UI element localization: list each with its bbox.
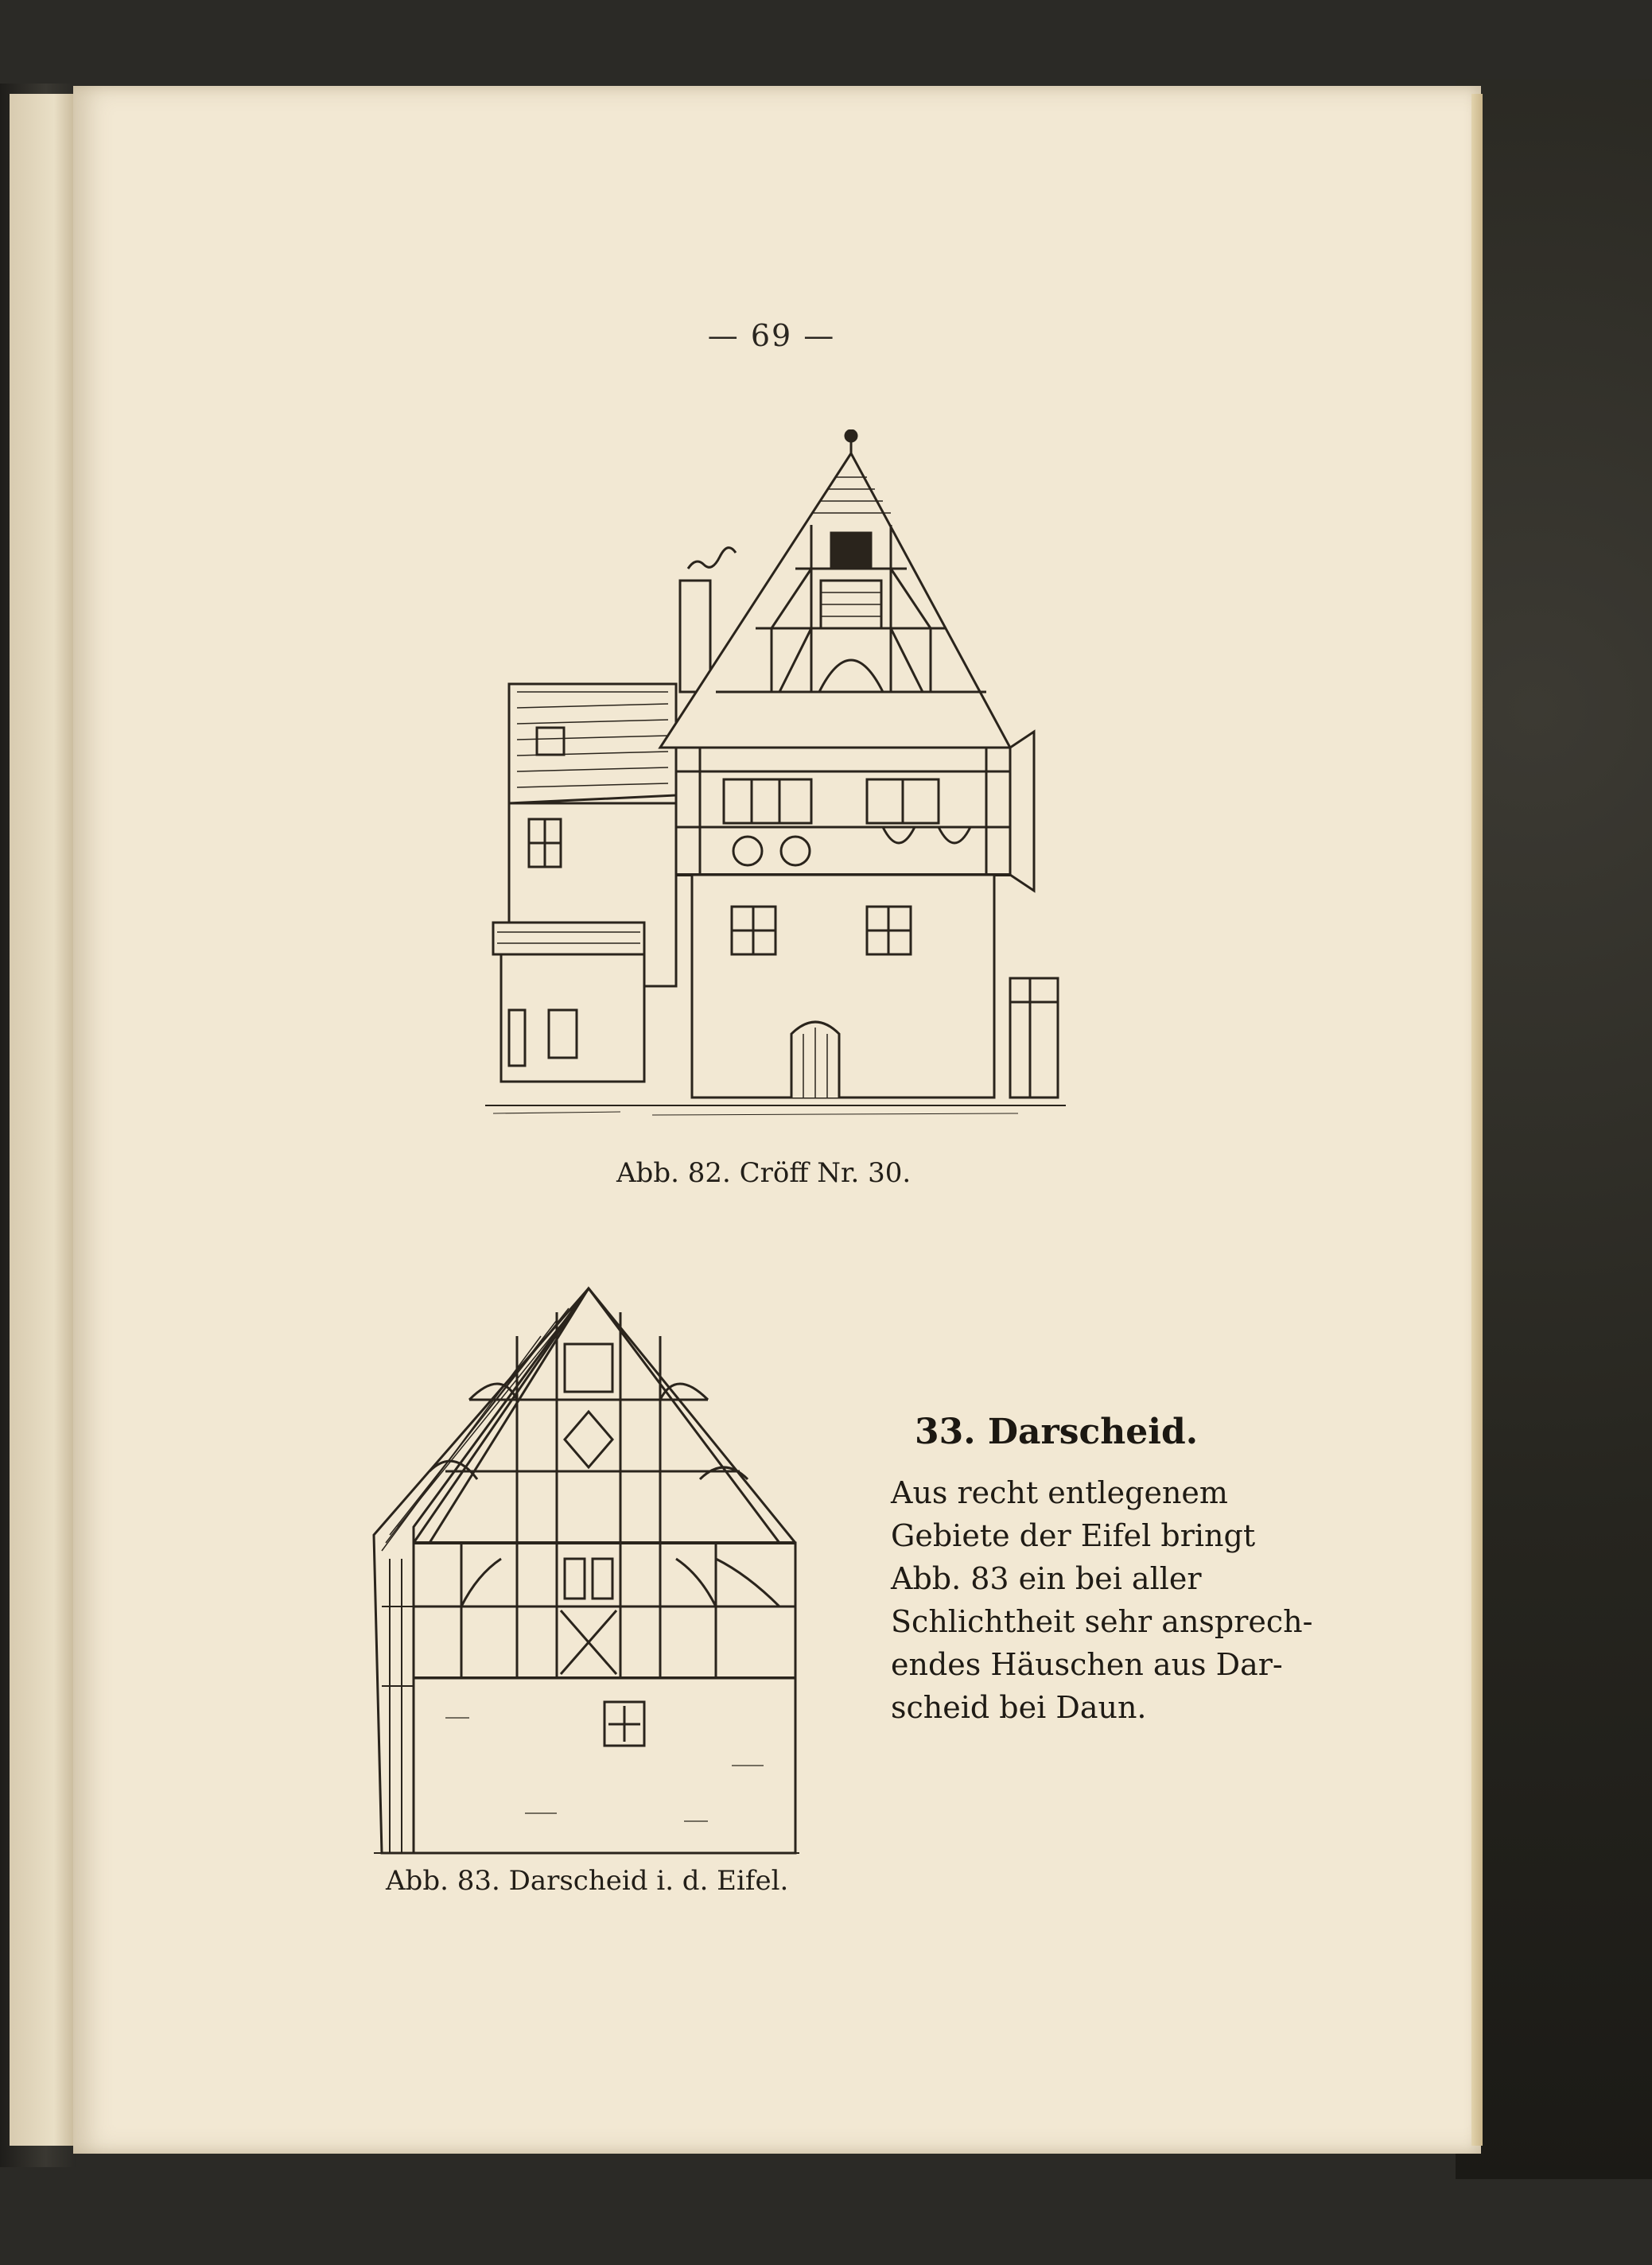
section-heading: 33. Darscheid. <box>915 1412 1199 1452</box>
page-stack-edge <box>1471 94 1483 2146</box>
section-body <box>891 1471 1313 1729</box>
book-cover-right <box>1456 80 1652 2179</box>
body-line: scheid bei Daun. <box>891 1690 1147 1725</box>
body-line: Abb. 83 ein bei aller <box>891 1561 1202 1596</box>
figure-83-illustration <box>366 1272 811 1861</box>
body-line: Gebiete der Eifel bringt <box>891 1518 1256 1553</box>
body-line: Schlichtheit sehr ansprech- <box>891 1604 1313 1639</box>
page-number: — 69 — <box>707 318 836 353</box>
body-line: endes Häuschen aus Dar- <box>891 1647 1283 1682</box>
figure-82-illustration <box>461 429 1082 1145</box>
figure-83-caption: Abb. 83. Darscheid i. d. Eifel. <box>386 1865 789 1897</box>
body-line: Aus recht entlegenem <box>891 1475 1228 1510</box>
left-page-edge <box>10 94 73 2146</box>
figure-82-caption: Abb. 82. Cröff Nr. 30. <box>616 1157 912 1189</box>
